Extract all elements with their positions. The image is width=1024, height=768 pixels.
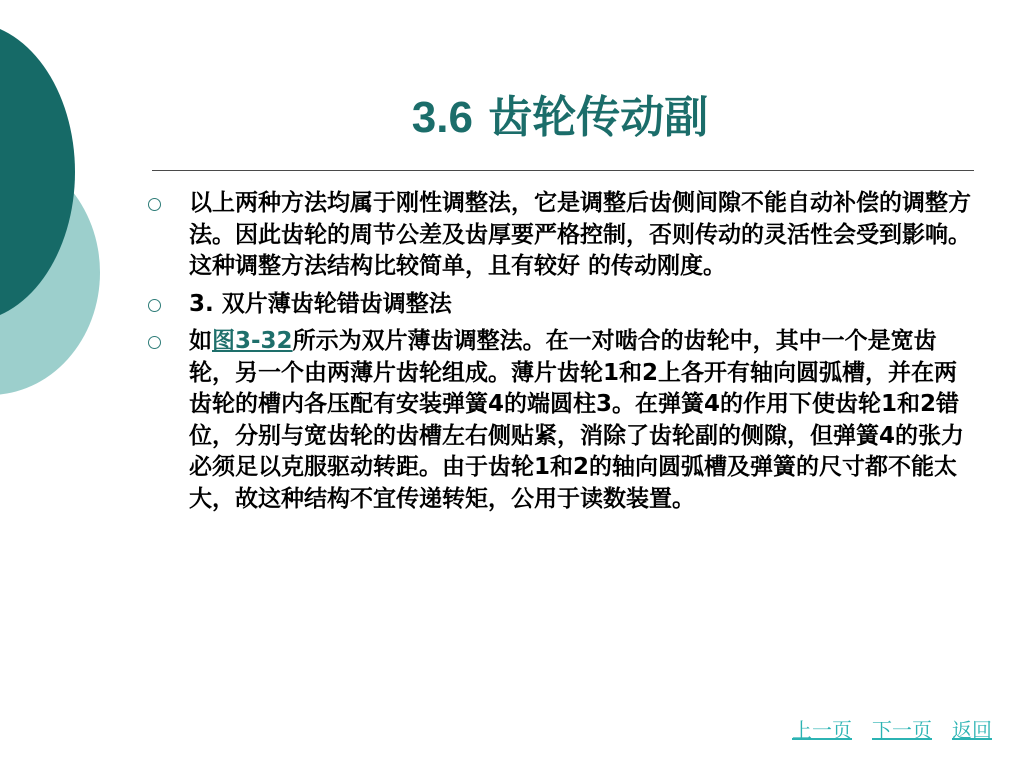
bullet-body: 双片薄齿轮错齿调整法 bbox=[213, 290, 452, 317]
bullet-text bbox=[189, 188, 972, 283]
bullet-body: 以上两种方法均属于刚性调整法，它是调整后齿侧间隙不能自动补偿的调整方法。因此齿轮的周节公差及齿厚要严格控制，否则传动的灵活性会受到影响。这种调整方法结构比较简单，且有较好 的传动刚度。 bbox=[189, 190, 971, 279]
bullet-item bbox=[142, 289, 972, 321]
bullet-circle-icon bbox=[148, 336, 161, 349]
footer-navigation bbox=[792, 714, 992, 743]
bullet-list bbox=[142, 188, 972, 521]
next-page-link[interactable]: 下一页 bbox=[872, 718, 932, 742]
figure-link[interactable]: 图3-32 bbox=[212, 328, 293, 354]
title-text: 齿轮传动副 bbox=[488, 92, 709, 143]
page-title bbox=[150, 92, 970, 145]
bullet-body: 所示为双片薄齿调整法。在一对啮合的齿轮中，其中一个是宽齿轮，另一个由两薄片齿轮组成。薄片齿轮1和2上各开有轴向圆弧槽，并在两齿轮的槽内各压配有安装弹簧4的端圆柱3。在弹簧4的作用下使齿轮1和2错位，分别与宽齿轮的齿槽左右侧贴紧，消除了齿轮副的侧隙，但弹簧4的张力必须足以克服驱动转距。由于齿轮1和2的轴向圆弧槽及弹簧的尺寸都不能太大，故这种结构不宜传递转矩，公用于读数装置。 bbox=[189, 328, 965, 512]
bullet-prefix: 3. bbox=[189, 290, 214, 317]
bullet-lead: 如 bbox=[189, 328, 212, 354]
prev-page-link[interactable]: 上一页 bbox=[792, 718, 852, 742]
title-number: 3.6 bbox=[411, 93, 473, 142]
bullet-item bbox=[142, 188, 972, 283]
back-link[interactable]: 返回 bbox=[952, 718, 992, 742]
title-divider bbox=[152, 170, 974, 171]
bullet-circle-icon bbox=[148, 198, 161, 211]
bullet-text bbox=[189, 326, 972, 515]
bullet-item bbox=[142, 326, 972, 515]
bullet-circle-icon bbox=[148, 299, 161, 312]
bullet-text bbox=[189, 289, 972, 321]
